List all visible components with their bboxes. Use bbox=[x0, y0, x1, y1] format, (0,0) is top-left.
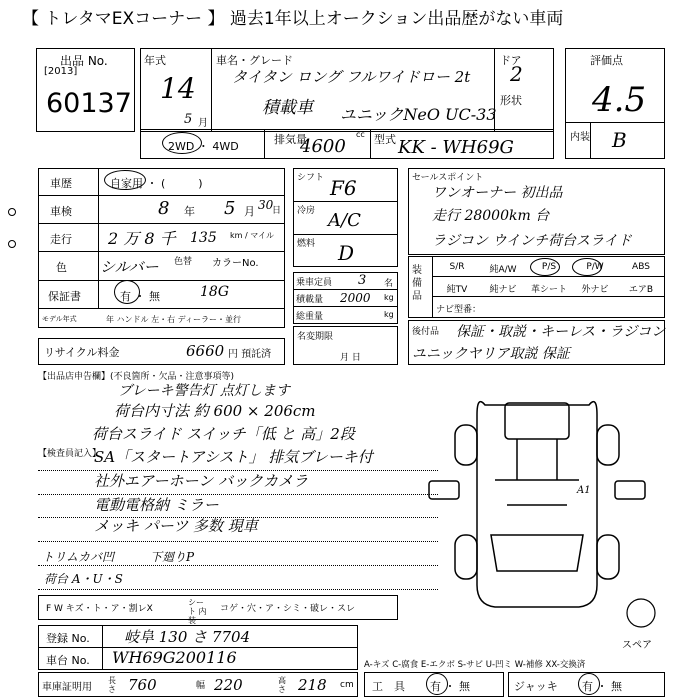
pw-circle bbox=[572, 258, 602, 276]
equipment-row1-item: ABS bbox=[632, 262, 650, 272]
fuel-label: 燃料 bbox=[297, 239, 316, 249]
score-value: 4.5 bbox=[592, 80, 647, 120]
condition-left: F W キズ・ト・ア・割レX bbox=[46, 604, 153, 614]
inspection-day: 30 bbox=[258, 198, 274, 212]
notes-line-2: 荷台内寸法 約 600 × 206cm bbox=[114, 402, 316, 420]
model-code-value: KK - WH69G bbox=[398, 137, 514, 158]
lot-label: 出品 No. bbox=[60, 54, 108, 68]
ps-circle bbox=[530, 258, 560, 276]
inspection-label: 車検 bbox=[50, 205, 72, 218]
notes-lower-1b: 下廻りP bbox=[150, 550, 195, 564]
after-line2: ユニックヤリア取説 保証 bbox=[412, 346, 570, 362]
drive-options: 2WD ・ 4WD bbox=[168, 140, 239, 153]
model-line1: タイタン ロング フルワイドロー 2t bbox=[232, 68, 471, 86]
capacity-value: 3 bbox=[358, 273, 367, 288]
tools-circle bbox=[426, 673, 448, 695]
legend: A-キズ C-腐食 E-エクボ S-サビ U-凹ミ W-補修 XX-交換済 bbox=[364, 660, 586, 670]
warranty-value: 有 ・ 無 bbox=[120, 290, 160, 303]
mileage-unit: km / マイル bbox=[230, 231, 275, 240]
equipment-row2-item: 外ナビ bbox=[581, 285, 609, 295]
cert-height-label: 高さ bbox=[278, 676, 286, 694]
spare-label: スペア bbox=[622, 640, 652, 651]
spare-tire-circle bbox=[627, 599, 655, 627]
equipment-row1-item: P/W bbox=[586, 262, 604, 272]
notes-line-6: 電動電格納 ミラー bbox=[94, 496, 219, 514]
diagram-mark: A1 bbox=[577, 485, 591, 496]
inspection-year: 8 bbox=[158, 198, 170, 219]
registration-label: 登録 No. bbox=[46, 632, 90, 645]
equipment-row2-item: エアB bbox=[628, 285, 654, 295]
jack-circle bbox=[578, 673, 600, 695]
cert-height: 218 bbox=[298, 676, 327, 694]
doors-label: ドア bbox=[500, 54, 522, 67]
drive-selected-circle bbox=[162, 132, 202, 154]
lot-year: [2013] bbox=[44, 66, 78, 77]
color-no-label: カラーNo. bbox=[212, 258, 259, 269]
capacity-label: 乗車定員 bbox=[296, 278, 333, 288]
notes-line-3: 荷台スライド スイッチ「低 と 高」2段 bbox=[92, 425, 355, 443]
notes-line-1: ブレーキ警告灯 点灯します bbox=[118, 383, 290, 399]
equipment-row2-item: 革シート bbox=[530, 285, 567, 295]
registration-value: 岐阜 130 さ 7704 bbox=[124, 628, 251, 646]
history-circle bbox=[104, 170, 146, 190]
inspector-label: 【検査員記入】 bbox=[38, 449, 102, 459]
history-label: 車歴 bbox=[50, 177, 72, 190]
recycle-label: リサイクル料金 bbox=[44, 346, 120, 359]
model-year-label: モデル年式 bbox=[42, 315, 77, 323]
fuel-value: D bbox=[338, 241, 355, 265]
sales-item-2: 走行 28000km 台 bbox=[432, 208, 550, 224]
color-label: 色 bbox=[56, 261, 67, 274]
recycle-unit: 円 預託済 bbox=[228, 349, 272, 360]
notes-lower-1: トリムカバ凹 bbox=[42, 550, 115, 564]
equipment-row1-item: P/S bbox=[541, 262, 557, 272]
notes-line-5: 社外エアーホーン バックカメラ bbox=[94, 472, 309, 490]
model-year-items: 年 ハンドル 左・右 ディーラー・並行 bbox=[106, 315, 241, 324]
sales-item-1: ワンオーナー 初出品 bbox=[432, 185, 563, 201]
tools-value: 有 ・ 無 bbox=[430, 680, 470, 693]
condition-mid: シート 内装 bbox=[188, 598, 207, 625]
displacement-unit: cc bbox=[356, 130, 365, 139]
notes-label: 【出品店申告欄】(不良箇所・欠品・注意事項等) bbox=[38, 372, 235, 382]
header-title: 【 トレタマEXコーナー 】 過去1年以上オークション出品歴がない車両 bbox=[22, 9, 564, 29]
interior-label: 内装 bbox=[570, 132, 590, 143]
car-diagram bbox=[415, 385, 660, 630]
load-unit: kg bbox=[384, 293, 394, 302]
name-change-value: 月 日 bbox=[340, 353, 361, 363]
warranty-note: 18G bbox=[200, 284, 229, 300]
shape-label: 形状 bbox=[500, 94, 522, 107]
cert-width: 220 bbox=[214, 676, 243, 694]
capacity-unit: 名 bbox=[384, 279, 394, 289]
doors-value: 2 bbox=[510, 62, 523, 86]
load-label: 積載量 bbox=[296, 295, 324, 305]
inspection-d-unit: 日 bbox=[272, 206, 282, 216]
inspection-m-unit: 月 bbox=[244, 205, 255, 218]
warranty-circle bbox=[114, 280, 140, 304]
equipment-row1-item: 純A/W bbox=[489, 265, 517, 275]
mileage-label: 走行 bbox=[50, 233, 72, 246]
punch-hole-2 bbox=[8, 240, 16, 248]
shift-label: シフト bbox=[297, 173, 325, 183]
model-line2: 積載車 bbox=[262, 98, 313, 118]
recycle-value: 6660 bbox=[186, 342, 225, 360]
name-change-label: 名変期限 bbox=[297, 332, 334, 342]
displacement-value: 4600 bbox=[300, 136, 346, 157]
model-code-label: 型式 bbox=[374, 133, 396, 146]
condition-right: コゲ・穴・ア・シミ・破レ・スレ bbox=[220, 604, 356, 614]
cert-length: 760 bbox=[128, 676, 157, 694]
year-label: 年式 bbox=[144, 54, 166, 67]
interior-value: B bbox=[612, 128, 627, 152]
after-label: 後付品 bbox=[412, 327, 440, 337]
year-month: 5 bbox=[184, 112, 193, 127]
notes-line-4: SA「スタートアシスト」 排気ブレーキ付 bbox=[94, 448, 373, 466]
chassis-label: 車台 No. bbox=[46, 654, 90, 667]
color-value: シルバー bbox=[100, 258, 159, 276]
equipment-row1-item: S/R bbox=[449, 262, 465, 272]
notes-line-7: メッキ パーツ 多数 現車 bbox=[94, 517, 258, 535]
load-value: 2000 bbox=[340, 291, 371, 305]
history-value: 自家用 ・ ( ) bbox=[110, 177, 203, 190]
ac-value: A/C bbox=[328, 210, 361, 231]
jack-label: ジャッキ bbox=[514, 680, 558, 693]
mileage-value: 2 万 8 千 bbox=[108, 229, 176, 248]
punch-hole-1 bbox=[8, 208, 16, 216]
equipment-row2-item: 純TV bbox=[446, 285, 468, 295]
color-change-label: 色替 bbox=[174, 257, 193, 267]
warranty-label: 保証書 bbox=[48, 290, 81, 303]
score-label: 評価点 bbox=[590, 54, 623, 67]
lot-number: 60137 bbox=[46, 88, 132, 119]
after-line1: 保証・取説・キーレス・ラジコン bbox=[456, 324, 666, 340]
notes-lower-2: 荷台 A・U・S bbox=[44, 572, 123, 586]
mileage-extra: 135 bbox=[190, 230, 217, 246]
model-line3: ユニックNeO UC-33 bbox=[340, 105, 497, 124]
tools-label: 工 具 bbox=[372, 680, 405, 693]
equipment-row2-item: 純ナビ bbox=[489, 285, 517, 295]
equipment-label: 装備品 bbox=[412, 265, 422, 302]
displacement-label: 排気量 bbox=[274, 133, 307, 146]
year-value: 14 bbox=[160, 72, 196, 105]
ac-label: 冷房 bbox=[297, 206, 316, 216]
sales-label: セールスポイント bbox=[412, 173, 484, 183]
cert-width-label: 幅 bbox=[196, 681, 206, 691]
jack-value: 有 ・ 無 bbox=[582, 680, 622, 693]
cert-label: 車庫証明用 bbox=[42, 682, 92, 693]
inspection-y-unit: 年 bbox=[184, 205, 195, 218]
navi-label: ナビ型番： bbox=[436, 305, 482, 315]
sales-item-3: ラジコン ウインチ荷台スライド bbox=[432, 233, 632, 249]
chassis-value: WH69G200116 bbox=[112, 648, 237, 667]
cert-length-label: 長さ bbox=[108, 676, 116, 694]
gross-unit: kg bbox=[384, 310, 394, 319]
model-label: 車名・グレード bbox=[216, 54, 293, 67]
year-month-suffix: 月 bbox=[198, 118, 208, 129]
inspection-month: 5 bbox=[224, 198, 236, 219]
shift-value: F6 bbox=[330, 176, 357, 200]
cert-unit: cm bbox=[340, 680, 354, 690]
gross-label: 総重量 bbox=[296, 312, 324, 322]
